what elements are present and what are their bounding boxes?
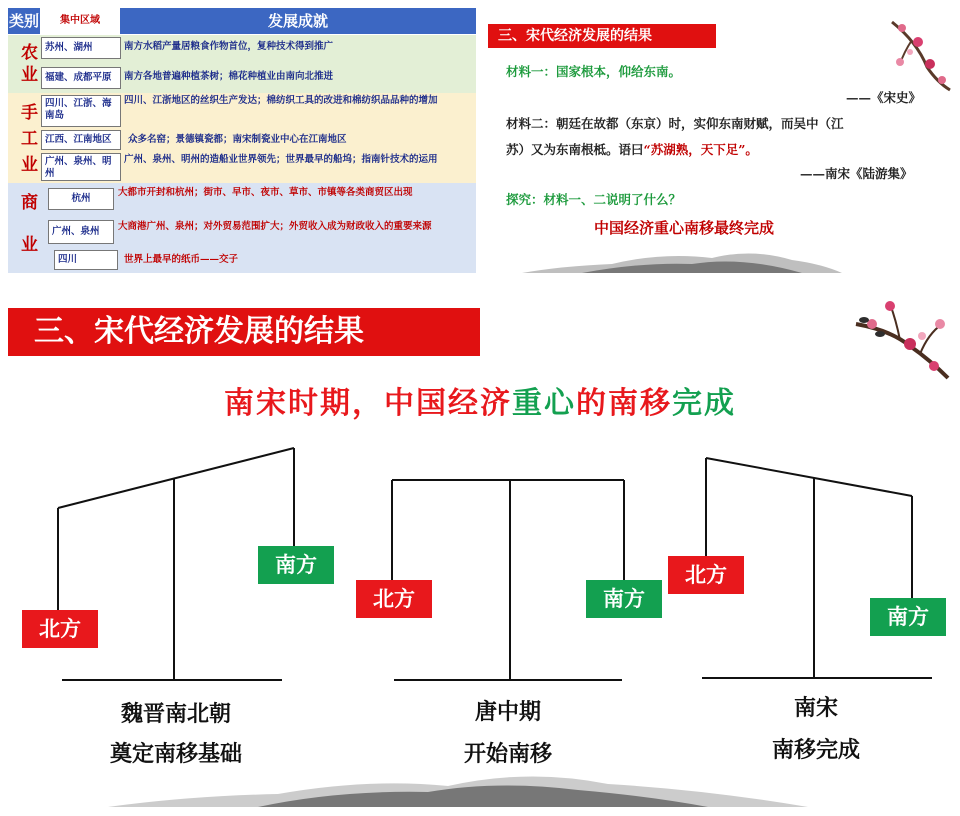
inquiry-answer: 中国经济重心南移最终完成 (594, 219, 775, 237)
category-handicraft-2: 工 (21, 129, 38, 149)
material-one: 材料一：国家根本，仰给东南。 (506, 64, 682, 79)
scale-1-north-tag: 北方 (22, 610, 98, 648)
region-cell: 杭州 (48, 188, 114, 210)
region-cell: 江西、江南地区 (41, 130, 121, 150)
material-slide-title: 三、宋代经济发展的结果 (488, 24, 716, 48)
region-cell: 福建、成都平原 (41, 67, 121, 89)
scale-1-south-tag: 南方 (258, 546, 334, 584)
category-handicraft-1: 手 (21, 103, 38, 123)
subtitle-part-3: 的南移 (576, 386, 672, 421)
plum-blossom-decoration (882, 12, 952, 92)
scale-3-north-tag: 北方 (668, 556, 744, 594)
material-slide (482, 8, 952, 273)
ink-mountain-decoration (108, 760, 808, 807)
scale-3-beam (706, 458, 912, 496)
scale-2-description: 开始南移 (463, 741, 552, 767)
material-two-line2 (506, 138, 758, 162)
material-two-source: ——南宋《陆游集》 (800, 166, 913, 181)
scale-2-period: 唐中期 (474, 699, 541, 725)
region-cell: 广州、泉州、明州 (41, 153, 121, 181)
category-commerce-1: 商 (21, 193, 38, 213)
main-slide (8, 292, 952, 807)
achievement-cell: 四川、江浙地区的丝织生产发达；棉纺织工具的改进和棉纺织品品种的增加 (124, 95, 438, 106)
scale-2-north-tag: 北方 (356, 580, 432, 618)
scale-1-period: 魏晋南北朝 (120, 701, 231, 727)
achievement-cell: 世界上最早的纸币——交子 (124, 254, 239, 265)
achievement-cell: 南方水稻产量居粮食作物首位，复种技术得到推广 (124, 41, 334, 52)
subtitle-part-2: 重心 (512, 386, 576, 421)
achievement-cell: 众多名窑；景德镇瓷都；南宋制瓷业中心在江南地区 (128, 134, 347, 145)
material-two-quote: “苏湖熟，天下足”。 (643, 142, 758, 157)
region-cell: 四川、江浙、海南岛 (41, 95, 121, 127)
category-agriculture-1: 农 (21, 43, 38, 63)
scale-1-description: 奠定南移基础 (109, 741, 242, 767)
material-one-source: ——《宋史》 (846, 90, 922, 105)
category-commerce-2: 业 (21, 235, 38, 255)
header-category: 类别 (8, 8, 40, 34)
inquiry-question: 探究：材料一、二说明了什么？ (506, 192, 682, 207)
category-handicraft-3: 业 (21, 155, 38, 175)
region-cell: 四川 (54, 250, 118, 270)
scale-1-beam (58, 448, 294, 508)
subtitle-part-4: 完成 (672, 386, 736, 421)
ink-mountain-decoration (522, 246, 842, 273)
main-slide-title: 三、宋代经济发展的结果 (8, 308, 480, 356)
header-achievement: 发展成就 (120, 8, 476, 34)
achievement-cell: 大商港广州、泉州；对外贸易范围扩大；外贸收入成为财政收入的重要来源 (118, 221, 432, 232)
region-cell: 苏州、湖州 (41, 37, 121, 59)
material-two-line2-text: 苏）又为东南根柢。语曰 (506, 142, 644, 157)
achievement-table-slide (8, 8, 476, 273)
subtitle-part-1: 南宋时期，中国经济 (224, 386, 512, 421)
material-two-line1: 材料二：朝廷在故都（东京）时，实仰东南财赋，而吴中（江 (506, 116, 844, 131)
scale-3-description: 南移完成 (771, 737, 860, 763)
scale-3-period: 南宋 (793, 695, 838, 721)
achievement-cell: 广州、泉州、明州的造船业世界领先；世界最早的船坞；指南针技术的运用 (124, 154, 438, 165)
scale-3-south-tag: 南方 (870, 598, 946, 636)
category-agriculture-2: 业 (21, 65, 38, 85)
region-cell: 广州、泉州 (48, 220, 114, 244)
header-region: 集中区域 (41, 8, 119, 34)
achievement-cell: 大都市开封和杭州；街市、早市、夜市、草市、市镇等各类商贸区出现 (118, 187, 413, 198)
achievement-cell: 南方各地普遍种植茶树；棉花种植业由南向北推进 (124, 71, 334, 82)
scale-2-south-tag: 南方 (586, 580, 662, 618)
